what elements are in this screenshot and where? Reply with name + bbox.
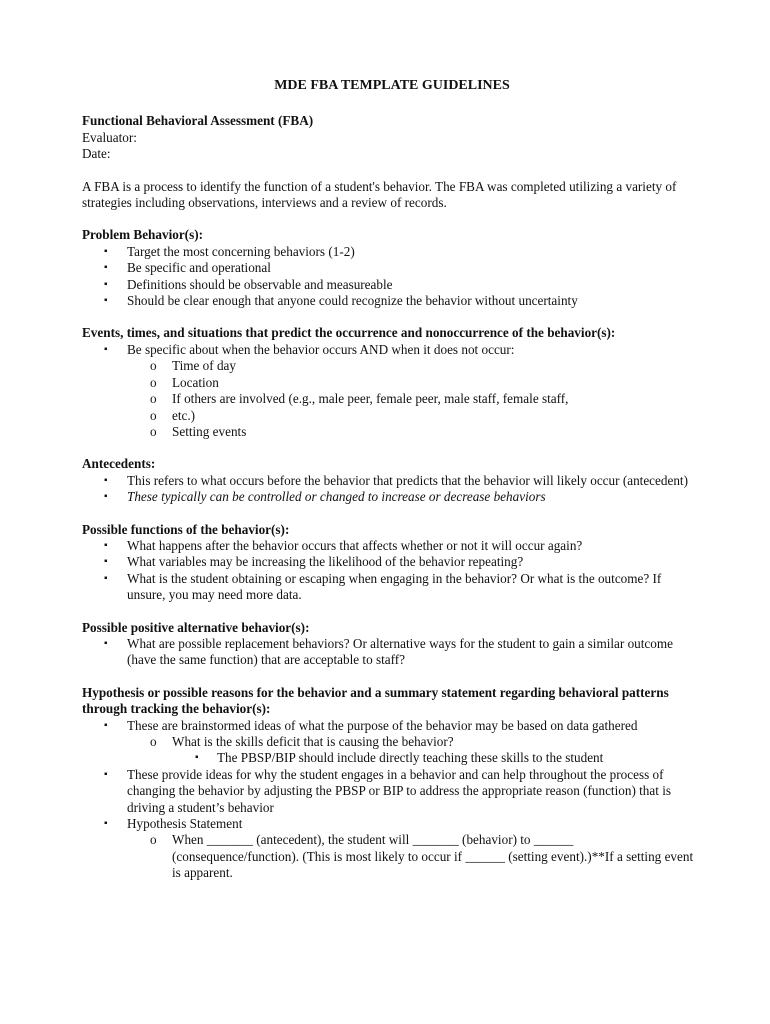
list-item-text: Be specific and operational	[127, 260, 271, 276]
list-item-text: Should be clear enough that anyone could recognize the behavior without uncertainty	[127, 293, 578, 309]
list-item-text: This refers to what occurs before the behavior that predicts that the behavior will likely occur (antecedent)	[127, 472, 688, 488]
fba-section	[82, 113, 702, 162]
list-item-text: Definitions should be observable and measureable	[127, 276, 393, 292]
sub-list-item	[82, 391, 702, 407]
problem-section	[82, 227, 702, 309]
hypothesis-section	[82, 685, 702, 882]
list-item	[82, 260, 702, 276]
list-item	[82, 277, 702, 293]
bullet-icon: ▪	[104, 637, 108, 649]
problem-heading: Problem Behavior(s):	[82, 227, 203, 243]
antecedents-section	[82, 456, 702, 505]
events-section	[82, 325, 702, 440]
sub-list-item	[82, 424, 702, 440]
alternative-heading: Possible positive alternative behavior(s):	[82, 619, 310, 635]
events-list	[82, 342, 702, 440]
circle-bullet-icon: o	[150, 832, 157, 848]
bullet-icon: ▪	[104, 262, 108, 274]
list-item	[82, 538, 702, 554]
list-item	[82, 816, 702, 882]
bullet-icon: ▪	[104, 278, 108, 290]
functions-list	[82, 538, 702, 604]
bullet-icon: ▪	[104, 245, 108, 257]
events-sublist	[127, 358, 702, 440]
date-label: Date:	[82, 146, 111, 162]
list-item-text: etc.)	[172, 407, 196, 423]
list-item-text: What is the student obtaining or escaping when engaging in the behavior? Or what is the outcome? If unsure, you may need more data.	[127, 570, 662, 603]
list-item-text: Be specific about when the behavior occurs AND when it does not occur:	[127, 341, 515, 357]
list-item	[82, 489, 702, 505]
circle-bullet-icon: o	[150, 391, 157, 407]
events-heading: Events, times, and situations that predict the occurrence and nonoccurrence of the behavior(s):	[82, 325, 616, 341]
bullet-icon: ▪	[104, 491, 108, 503]
bullet-icon: ▪	[195, 752, 199, 764]
circle-bullet-icon: o	[150, 358, 157, 374]
antecedents-heading: Antecedents:	[82, 456, 156, 472]
sub-sub-list-item	[82, 750, 702, 766]
alternative-list	[82, 636, 702, 669]
sub-list-item	[82, 408, 702, 424]
bullet-icon: ▪	[104, 556, 108, 568]
list-item-text: Location	[172, 374, 219, 390]
list-item-text: What is the skills deficit that is causing the behavior?	[172, 734, 454, 749]
list-item-text: These provide ideas for why the student engages in a behavior and can help throughout the process of changing the behavior by adjusting the PBSP or BIP to address the appropriate reason (function) that is driving a student’s behavior	[127, 766, 671, 815]
problem-list	[82, 244, 702, 310]
fba-heading: Functional Behavioral Assessment (FBA)	[82, 113, 314, 129]
list-item-text: If others are involved (e.g., male peer, female peer, male staff, female staff,	[172, 391, 569, 407]
list-item	[82, 342, 702, 440]
functions-section	[82, 522, 702, 604]
document-page	[82, 78, 702, 882]
hypothesis-list	[82, 718, 702, 882]
bullet-icon: ▪	[104, 295, 108, 307]
sub-list-item	[82, 358, 702, 374]
list-item	[82, 718, 702, 767]
sub-list-item	[82, 832, 702, 881]
antecedents-list	[82, 473, 702, 506]
circle-bullet-icon: o	[150, 734, 157, 749]
list-item	[82, 473, 702, 489]
circle-bullet-icon: o	[150, 374, 157, 390]
circle-bullet-icon: o	[150, 407, 157, 423]
alternative-section	[82, 620, 702, 669]
list-item-text: These typically can be controlled or changed to increase or decrease behaviors	[127, 489, 546, 505]
list-item	[82, 571, 702, 604]
list-item-text: What are possible replacement behaviors? Or alternative ways for the student to gain a similar outcome (have the same function) that are acceptable to staff?	[127, 635, 673, 668]
list-item-text: These are brainstormed ideas of what the purpose of the behavior may be based on data gathered	[127, 717, 638, 733]
sub-list-item	[82, 734, 702, 767]
hypothesis-sublist	[127, 734, 702, 767]
list-item	[82, 767, 702, 816]
bullet-icon: ▪	[104, 572, 108, 584]
list-item-text: Setting events	[172, 423, 247, 439]
circle-bullet-icon: o	[150, 423, 157, 439]
bullet-icon: ▪	[104, 474, 108, 486]
intro-paragraph: A FBA is a process to identify the function of a student's behavior. The FBA was completed utilizing a variety of strategies including observations, interviews and a review of records.	[82, 178, 677, 211]
hypothesis-heading: Hypothesis or possible reasons for the behavior and a summary statement regarding behavioral patterns through tracking the behavior(s):	[82, 684, 669, 717]
hypothesis-subsublist	[172, 750, 702, 766]
list-item	[82, 293, 702, 309]
list-item	[82, 244, 702, 260]
bullet-icon: ▪	[104, 343, 108, 355]
bullet-icon: ▪	[104, 719, 108, 731]
list-item-text: Hypothesis Statement	[127, 816, 243, 832]
bullet-icon: ▪	[104, 768, 108, 780]
list-item-text: The PBSP/BIP should include directly teaching these skills to the student	[217, 750, 604, 766]
list-item	[82, 636, 702, 669]
list-item-text: Target the most concerning behaviors (1-2)	[127, 243, 355, 259]
list-item-text: When _______ (antecedent), the student will _______ (behavior) to ______ (consequence/function). (This is most likely to occur if ______ (setting event).)**If a setting event is apparent.	[172, 832, 694, 881]
list-item-text: Time of day	[172, 358, 236, 374]
list-item-text: What variables may be increasing the likelihood of the behavior repeating?	[127, 554, 524, 570]
bullet-icon: ▪	[104, 539, 108, 551]
evaluator-label: Evaluator:	[82, 129, 137, 145]
document-title: MDE FBA TEMPLATE GUIDELINES	[274, 78, 510, 93]
bullet-icon: ▪	[104, 818, 108, 830]
functions-heading: Possible functions of the behavior(s):	[82, 521, 290, 537]
list-item-text: What happens after the behavior occurs that affects whether or not it will occur again?	[127, 537, 583, 553]
hypothesis-statement-sublist	[127, 832, 702, 881]
list-item	[82, 554, 702, 570]
sub-list-item	[82, 375, 702, 391]
